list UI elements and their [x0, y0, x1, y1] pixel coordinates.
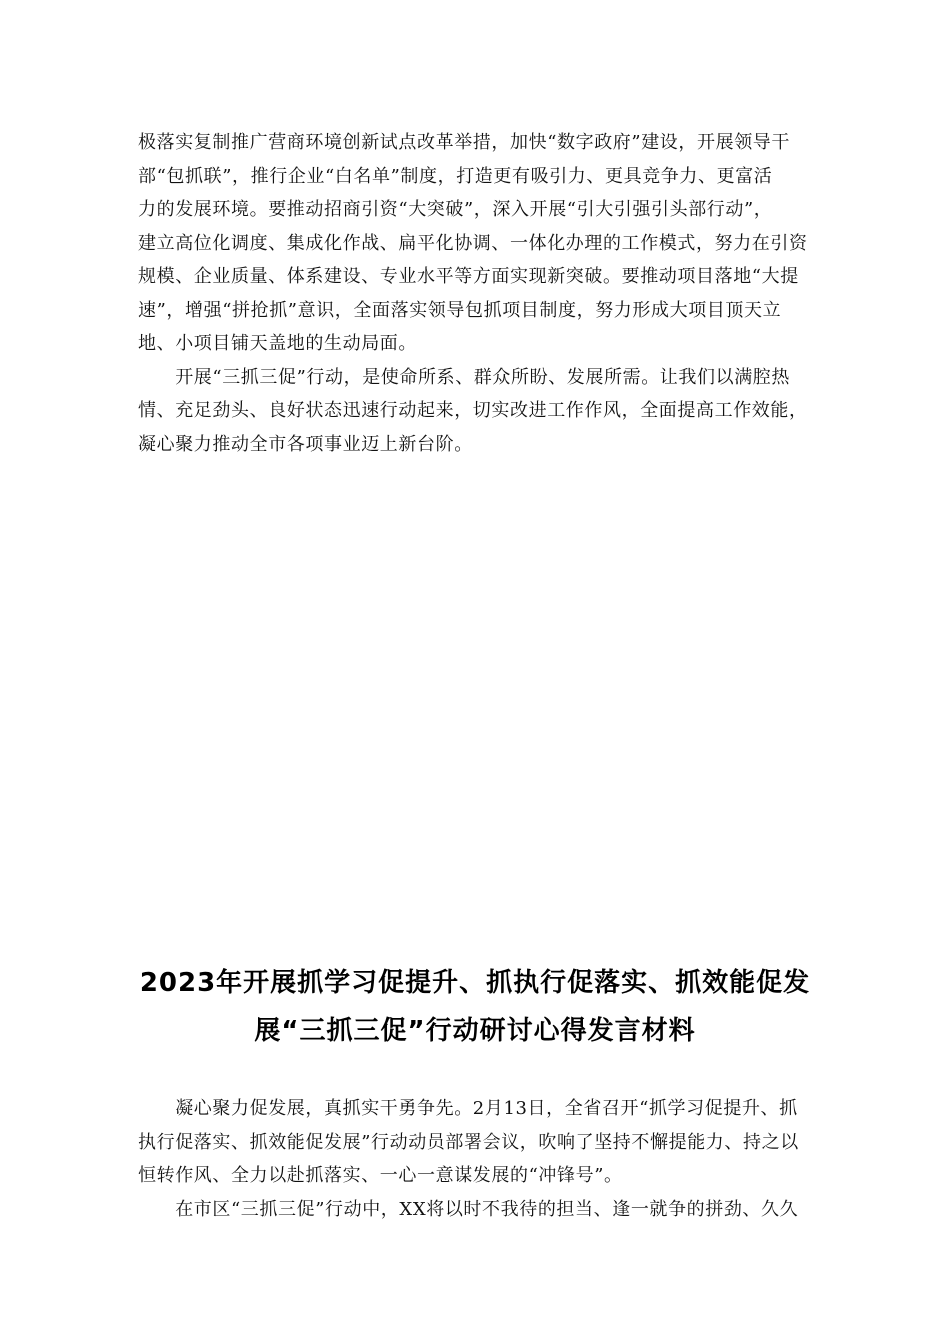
- text-line: 地、小项目铺天盖地的生动局面。: [138, 333, 417, 354]
- text-line: 情、充足劲头、良好状态迅速行动起来，切实改进工作作风，全面提高工作效能，: [138, 400, 808, 421]
- article-title-line: 展“三抓三促”行动研讨心得发言材料: [254, 1016, 696, 1046]
- text-line: 恒转作风、全力以赴抓落实、一心一意谋发展的“冲锋号”。: [138, 1165, 623, 1186]
- text-line: 建立高位化调度、集成化作战、扁平化协调、一体化办理的工作模式，努力在引资: [138, 232, 808, 254]
- text-line: 极落实复制推广营商环境创新试点改革举措，加快“数字政府”建设，开展领导干: [138, 132, 791, 153]
- article-title: [100, 959, 850, 1055]
- text-line: 凝心聚力促发展，真抓实干勇争先。2月13日，全省召开“抓学习促提升、抓: [138, 1098, 798, 1119]
- text-line: 凝心聚力推动全市各项事业迈上新台阶。: [138, 433, 473, 455]
- text-line: 在市区“三抓三促”行动中，XX将以时不我待的担当、逢一就争的拼劲、久久: [138, 1198, 799, 1220]
- text-line: 速”，增强“拼抢抓”意识，全面落实领导包抓项目制度，努力形成大项目顶天立: [138, 299, 782, 321]
- text-line: 部“包抓联”，推行企业“白名单”制度，打造更有吸引力、更具竞争力、更富活: [138, 165, 773, 187]
- article-body-text: [138, 1092, 838, 1226]
- text-line: 力的发展环境。要推动招商引资“大突破”，深入开展“引大引强引头部行动”，: [138, 199, 773, 220]
- text-line: 执行促落实、抓效能促发展”行动动员部署会议，吹响了坚持不懈提能力、持之以: [138, 1131, 799, 1153]
- text-line: 开展“三抓三促”行动，是使命所系、群众所盼、发展所需。让我们以满腔热: [138, 366, 791, 388]
- continued-body-text: [138, 126, 838, 461]
- text-line: 规模、企业质量、体系建设、专业水平等方面实现新突破。要推动项目落地“大提: [138, 266, 799, 287]
- article-title-line: 2023年开展抓学习促提升、抓执行促落实、抓效能促发: [139, 968, 811, 998]
